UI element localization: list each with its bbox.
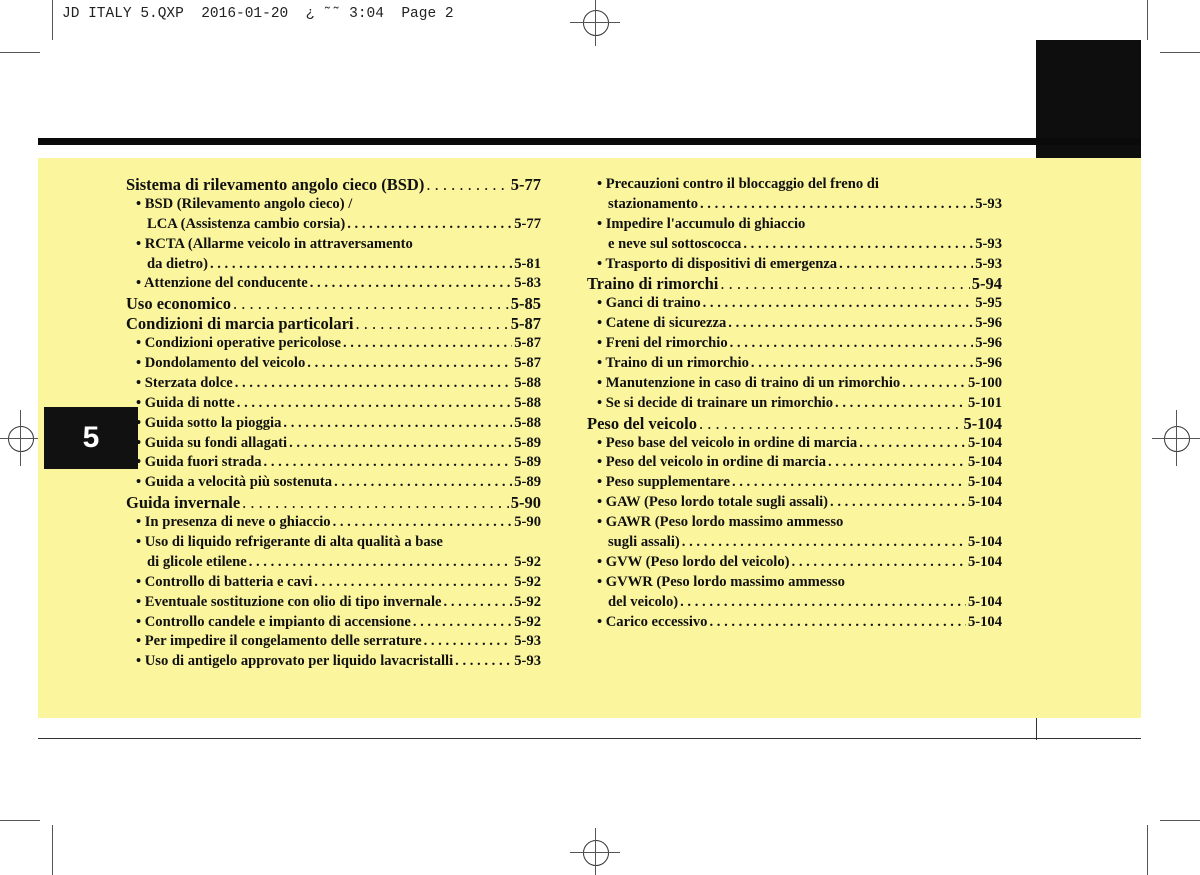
toc-subentry [587, 314, 1002, 334]
toc-entry-title: • GVW (Peso lordo del veicolo) [597, 553, 790, 570]
toc-dot-leader [307, 354, 512, 374]
toc-subentry [126, 513, 541, 533]
toc-dot-leader [751, 354, 973, 374]
toc-subentry [587, 493, 1002, 513]
toc-page-number: 5-89 [514, 474, 541, 491]
toc-entry-title: Peso del veicolo [587, 413, 697, 433]
crop-mark [1160, 52, 1200, 53]
crop-mark [0, 52, 40, 53]
toc-page-number: 5-104 [967, 494, 1002, 511]
toc-subentry [587, 453, 1002, 473]
toc-subentry [587, 553, 1002, 573]
toc-subentry [126, 215, 541, 235]
toc-page-number: 5-92 [514, 573, 541, 590]
toc-entry-title: • Freni del rimorchio [597, 335, 728, 352]
toc-page-number: 5-89 [514, 434, 541, 451]
toc-dot-leader [859, 434, 966, 454]
toc-entry-title: Condizioni di marcia particolari [126, 314, 354, 334]
toc-subentry [126, 394, 541, 414]
toc-page-number: 5-83 [514, 275, 541, 292]
toc-subentry [126, 533, 541, 553]
toc-dot-leader [700, 195, 973, 215]
toc-entry-title: • Precauzioni contro il bloccaggio del freno di [597, 176, 879, 192]
footer-rule [38, 738, 1141, 739]
toc-page-number: 5-93 [514, 633, 541, 650]
toc-subentry [587, 294, 1002, 314]
toc-subentry [126, 553, 541, 573]
toc-page-number: 5-93 [975, 255, 1002, 272]
toc-entry-title: Traino di rimorchi [587, 274, 719, 294]
toc-entry-title: • Condizioni operative pericolose [136, 335, 341, 352]
toc-entry-title: Guida invernale [126, 493, 241, 513]
toc-subentry [126, 354, 541, 374]
toc-page-number: 5-77 [514, 215, 541, 232]
toc-page-number: 5-101 [967, 394, 1002, 411]
toc-entry-title: • Catene di sicurezza [597, 315, 727, 332]
toc-page-number: 5-93 [975, 235, 1002, 252]
toc-dot-leader [743, 235, 973, 255]
toc-entry-title: • Guida di notte [136, 394, 235, 411]
toc-dot-leader [283, 414, 512, 434]
toc-dot-leader [455, 652, 512, 672]
chapter-number: 5 [82, 421, 100, 454]
toc-page-number: 5-104 [963, 413, 1002, 433]
toc-page-number: 5-104 [967, 454, 1002, 471]
toc-dot-leader [680, 593, 966, 613]
chapter-tab [44, 407, 138, 469]
toc-entry-title: del veicolo) [608, 593, 679, 610]
toc-entry-title: • Controllo di batteria e cavi [136, 573, 313, 590]
crop-mark [52, 825, 53, 875]
toc-subentry [587, 354, 1002, 374]
toc-subentry [126, 255, 541, 275]
toc-page-number: 5-94 [971, 274, 1002, 294]
toc-dot-leader [709, 613, 965, 633]
toc-entry-title: • Trasporto di dispositivi di emergenza [597, 255, 838, 272]
toc-dot-leader [720, 274, 969, 294]
toc-entry-title: • GVWR (Peso lordo massimo ammesso [597, 573, 845, 590]
toc-entry-title: • BSD (Rilevamento angolo cieco) / [136, 195, 353, 212]
toc-dot-leader [792, 553, 966, 573]
toc-dot-leader [830, 493, 966, 513]
toc-subentry [126, 593, 541, 613]
toc-dot-leader [839, 255, 973, 275]
toc-section-entry [126, 493, 541, 513]
toc-dot-leader [682, 533, 966, 553]
toc-entry-title: • Traino di un rimorchio [597, 355, 749, 372]
toc-subentry [126, 434, 541, 454]
toc-subentry [587, 473, 1002, 493]
toc-subentry [126, 613, 541, 633]
toc-entry-title: • Guida su fondi allagati [136, 434, 288, 451]
toc-subentry [587, 175, 1002, 195]
toc-right-column [587, 175, 1002, 632]
toc-subentry [587, 573, 1002, 593]
toc-page-number: 5-104 [967, 553, 1002, 570]
toc-entry-title: da dietro) [147, 255, 208, 272]
toc-entry-title: • Peso supplementare [597, 474, 730, 491]
toc-section-entry [126, 175, 541, 195]
toc-subentry [587, 374, 1002, 394]
toc-dot-leader [413, 613, 512, 633]
toc-subentry [587, 593, 1002, 613]
toc-page-number: 5-96 [975, 315, 1002, 332]
toc-entry-title: stazionamento [608, 195, 698, 212]
toc-entry-title: • Peso base del veicolo in ordine di marcia [597, 434, 858, 451]
toc-page-number: 5-87 [510, 314, 541, 334]
toc-subentry [126, 652, 541, 672]
toc-subentry [126, 274, 541, 294]
toc-page-number: 5-77 [510, 175, 541, 194]
toc-entry-title: • Manutenzione in caso di traino di un rimorchio [597, 374, 901, 391]
toc-section-entry [587, 414, 1002, 434]
toc-subentry [126, 473, 541, 493]
toc-subentry [587, 394, 1002, 414]
toc-entry-title: Sistema di rilevamento angolo cieco (BSD) [126, 175, 425, 194]
toc-subentry [126, 374, 541, 394]
registration-mark-right [1152, 410, 1200, 466]
toc-dot-leader [333, 513, 513, 533]
toc-entry-title: • Uso di antigelo approvato per liquido lavacristalli [136, 653, 454, 670]
registration-mark-top [570, 0, 620, 50]
toc-entry-title: LCA (Assistenza cambio corsia) [147, 215, 346, 232]
toc-page-number: 5-104 [967, 613, 1002, 630]
toc-subentry [587, 334, 1002, 354]
toc-page-number: 5-89 [514, 454, 541, 471]
toc-entry-title: Uso economico [126, 294, 231, 314]
toc-subentry [126, 453, 541, 473]
toc-dot-leader [902, 374, 966, 394]
crop-mark [52, 0, 53, 40]
toc-subentry [587, 235, 1002, 255]
toc-dot-leader [237, 394, 512, 414]
toc-dot-leader [728, 314, 973, 334]
toc-dot-leader [426, 175, 508, 195]
toc-dot-leader [310, 274, 513, 294]
toc-subentry [126, 334, 541, 354]
toc-entry-title: • In presenza di neve o ghiaccio [136, 514, 331, 531]
toc-dot-leader [289, 434, 512, 454]
toc-dot-leader [732, 473, 966, 493]
toc-page-number: 5-104 [967, 534, 1002, 551]
toc-subentry [126, 573, 541, 593]
toc-entry-title: • Eventuale sostituzione con olio di tipo invernale [136, 593, 442, 610]
toc-section-entry [126, 314, 541, 334]
toc-entry-title: • GAW (Peso lordo totale sugli assali) [597, 494, 829, 511]
toc-page-number: 5-96 [975, 335, 1002, 352]
toc-dot-leader [730, 334, 974, 354]
toc-page-number: 5-104 [967, 593, 1002, 610]
toc-subentry [587, 533, 1002, 553]
toc-subentry [587, 434, 1002, 454]
toc-page-number: 5-88 [514, 414, 541, 431]
toc-section-entry [126, 294, 541, 314]
toc-dot-leader [355, 314, 508, 334]
toc-dot-leader [210, 255, 512, 275]
toc-entry-title: • Guida a velocità più sostenuta [136, 474, 333, 491]
toc-entry-title: • Attenzione del conducente [136, 275, 308, 292]
toc-page-number: 5-104 [967, 474, 1002, 491]
toc-dot-leader [235, 374, 513, 394]
registration-mark-bottom [570, 828, 620, 875]
toc-subentry [126, 195, 541, 215]
toc-page-number: 5-90 [514, 514, 541, 531]
crop-mark [1147, 0, 1148, 40]
toc-subentry [587, 215, 1002, 235]
toc-entry-title: • Controllo candele e impianto di accensione [136, 613, 411, 630]
toc-page-number: 5-95 [975, 295, 1002, 312]
toc-dot-leader [835, 394, 966, 414]
toc-left-column [126, 175, 541, 672]
toc-page-number: 5-92 [514, 593, 541, 610]
toc-entry-title: • Dondolamento del veicolo [136, 355, 306, 372]
toc-page-number: 5-88 [514, 394, 541, 411]
toc-page-number: 5-87 [514, 335, 541, 352]
crop-mark [1147, 825, 1148, 875]
toc-page-number: 5-87 [514, 355, 541, 372]
toc-entry-title: e neve sul sottoscocca [608, 235, 742, 252]
toc-page-number: 5-92 [514, 553, 541, 570]
toc-page-number: 5-96 [975, 355, 1002, 372]
toc-page-number: 5-100 [967, 374, 1002, 391]
toc-entry-title: • Carico eccessivo [597, 613, 708, 630]
toc-entry-title: • Sterzata dolce [136, 374, 233, 391]
header-rule [38, 138, 1141, 145]
toc-entry-title: • RCTA (Allarme veicolo in attraversamento [136, 235, 413, 252]
toc-subentry [126, 414, 541, 434]
toc-entry-title: sugli assali) [608, 534, 680, 551]
toc-page-number: 5-81 [514, 255, 541, 272]
toc-dot-leader [343, 334, 512, 354]
toc-dot-leader [424, 632, 513, 652]
toc-page-number: 5-85 [510, 294, 541, 314]
toc-dot-leader [828, 453, 966, 473]
toc-page-number: 5-90 [510, 493, 541, 513]
toc-dot-leader [264, 453, 513, 473]
toc-dot-leader [703, 294, 974, 314]
toc-page-number: 5-93 [514, 653, 541, 670]
toc-entry-title: di glicole etilene [147, 553, 247, 570]
toc-page-number: 5-88 [514, 374, 541, 391]
crop-mark [0, 820, 40, 821]
toc-entry-title: • Peso del veicolo in ordine di marcia [597, 454, 826, 471]
toc-page-number: 5-93 [975, 195, 1002, 212]
toc-page-number: 5-92 [514, 613, 541, 630]
toc-dot-leader [347, 215, 512, 235]
toc-entry-title: • Per impedire il congelamento delle serrature [136, 633, 422, 650]
toc-dot-leader [444, 593, 513, 613]
toc-entry-title: • GAWR (Peso lordo massimo ammesso [597, 514, 844, 531]
toc-section-entry [587, 274, 1002, 294]
toc-subentry [587, 195, 1002, 215]
toc-page-number: 5-104 [967, 434, 1002, 451]
toc-dot-leader [249, 553, 513, 573]
print-header: JD ITALY 5.QXP 2016-01-20 ¿ ˜˜ 3:04 Page 2 [62, 6, 454, 22]
toc-entry-title: • Guida sotto la pioggia [136, 414, 282, 431]
toc-dot-leader [699, 414, 962, 434]
crop-mark [1160, 820, 1200, 821]
footer-tick [1036, 718, 1037, 740]
toc-entry-title: • Guida fuori strada [136, 454, 262, 471]
toc-entry-title: • Impedire l'accumulo di ghiaccio [597, 215, 806, 232]
toc-dot-leader [233, 294, 509, 314]
toc-subentry [587, 255, 1002, 275]
toc-dot-leader [334, 473, 512, 493]
toc-subentry [587, 513, 1002, 533]
toc-entry-title: • Ganci di traino [597, 295, 701, 312]
toc-dot-leader [242, 493, 509, 513]
toc-entry-title: • Se si decide di trainare un rimorchio [597, 394, 834, 411]
toc-subentry [587, 613, 1002, 633]
toc-subentry [126, 235, 541, 255]
toc-entry-title: • Uso di liquido refrigerante di alta qualità a base [136, 534, 443, 551]
toc-dot-leader [314, 573, 512, 593]
toc-subentry [126, 632, 541, 652]
